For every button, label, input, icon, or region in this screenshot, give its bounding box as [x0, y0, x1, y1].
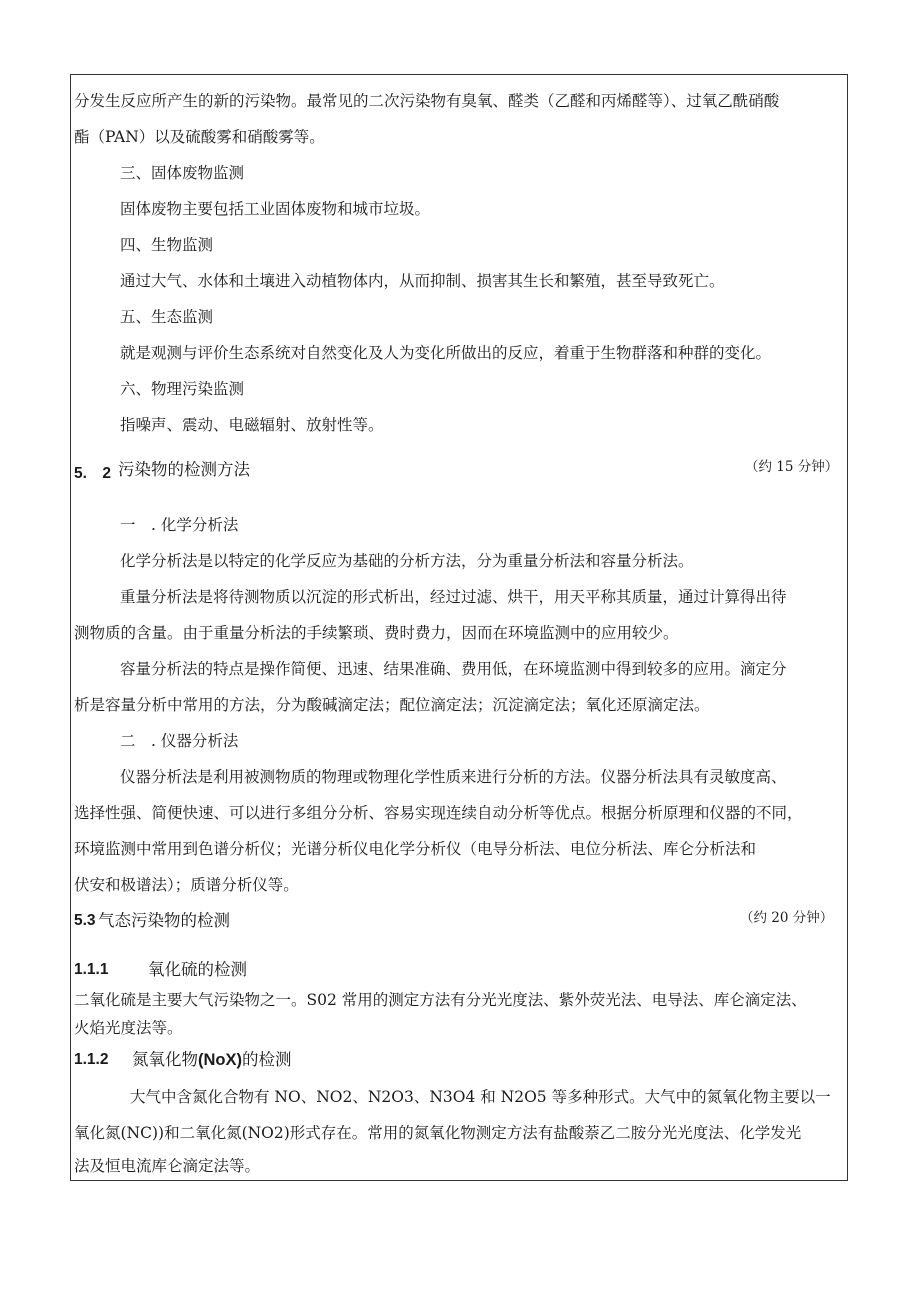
paragraph-line: 仪器分析法是利用被测物质的物理或物理化学性质来进行分析的方法。仪器分析法具有灵敏度高、: [120, 768, 787, 786]
paragraph-line: 就是观测与评价生态系统对自然变化及人为变化所做出的反应，着重于生物群落和种群的变化。: [120, 344, 772, 362]
subsection-heading: 一 . 化学分析法: [120, 516, 239, 534]
paragraph-line: 分发生反应所产生的新的污染物。最常见的二次污染物有臭氧、醛类（乙醛和丙烯醛等）、过氧乙酰硝酸: [74, 92, 780, 110]
section-number: 5.3: [74, 912, 96, 929]
time-note: （约 20 分钟）: [740, 910, 834, 926]
section-number: 5. 2: [74, 465, 112, 482]
paragraph-line: 通过大气、水体和土壤进入动植物体内，从而抑制、损害其生长和繁殖，甚至导致死亡。: [120, 272, 725, 290]
subsection-title-part: 氮氧化物: [132, 1050, 198, 1069]
section-title: 气态污染物的检测: [98, 911, 230, 930]
section-heading: 三、固体废物监测: [120, 164, 245, 182]
subsection-title: 氧化硫的检测: [148, 960, 247, 979]
subsection-heading: 二 . 仪器分析法: [120, 732, 239, 750]
paragraph-line: 容量分析法的特点是操作简便、迅速、结果准确、费用低，在环境监测中得到较多的应用。滴定分: [120, 660, 787, 678]
paragraph-line: 重量分析法是将待测物质以沉淀的形式析出，经过过滤、烘干，用天平称其质量，通过计算得出待: [120, 588, 787, 606]
paragraph-line: 选择性强、简便快速、可以进行多组分分析、容易实现连续自动分析等优点。根据分析原理和仪器的不同，: [74, 804, 803, 822]
paragraph-line: 化学分析法是以特定的化学反应为基础的分析方法，分为重量分析法和容量分析法。: [120, 552, 694, 570]
section-heading: 四、生物监测: [120, 236, 214, 254]
paragraph-line: 指噪声、震动、电磁辐射、放射性等。: [120, 416, 384, 434]
paragraph-line: 大气中含氮化合物有 NO、NO2、N2O3、N3O4 和 N2O5 等多种形式。大气中的氮氧化物主要以一: [130, 1088, 831, 1106]
paragraph-line: 法及恒电流库仑滴定法等。: [74, 1157, 261, 1175]
time-note: （约 15 分钟）: [745, 459, 839, 475]
paragraph-line: 固体废物主要包括工业固体废物和城市垃圾。: [120, 200, 431, 218]
paragraph-line: 伏安和极谱法）；质谱分析仪等。: [74, 876, 299, 894]
subsection-number: 1.1.2: [74, 1051, 109, 1068]
paragraph-line: 火焰光度法等。: [74, 1019, 183, 1037]
subsection-title-part: 的检测: [242, 1050, 292, 1069]
paragraph-line: 二氧化硫是主要大气污染物之一。S02 常用的测定方法有分光光度法、紫外荧光法、电导法、库仑滴定法、: [74, 991, 807, 1009]
paragraph-line: 测物质的含量。由于重量分析法的手续繁琐、费时费力，因而在环境监测中的应用较少。: [74, 624, 679, 642]
section-heading: 六、物理污染监测: [120, 380, 245, 398]
paragraph-line: 酯（PAN）以及硫酸雾和硝酸雾等。: [74, 128, 325, 146]
subsection-title: [132, 1050, 292, 1070]
paragraph-line: 环境监测中常用到色谱分析仪；光谱分析仪电化学分析仪（电导分析法、电位分析法、库仑分析法和: [74, 840, 757, 858]
paragraph-line: 析是容量分析中常用的方法，分为酸碱滴定法；配位滴定法；沉淀滴定法；氧化还原滴定法。: [74, 696, 710, 714]
paragraph-line: 氧化氮(NC))和二氧化氮(NO2)形式存在。常用的氮氧化物测定方法有盐酸萘乙二胺分光光度法、化学发光: [74, 1124, 802, 1142]
subsection-number: 1.1.1: [74, 961, 109, 978]
section-heading: 五、生态监测: [120, 308, 214, 326]
section-title: 污染物的检测方法: [118, 460, 250, 479]
subsection-title-formula: (NoX): [198, 1051, 242, 1069]
